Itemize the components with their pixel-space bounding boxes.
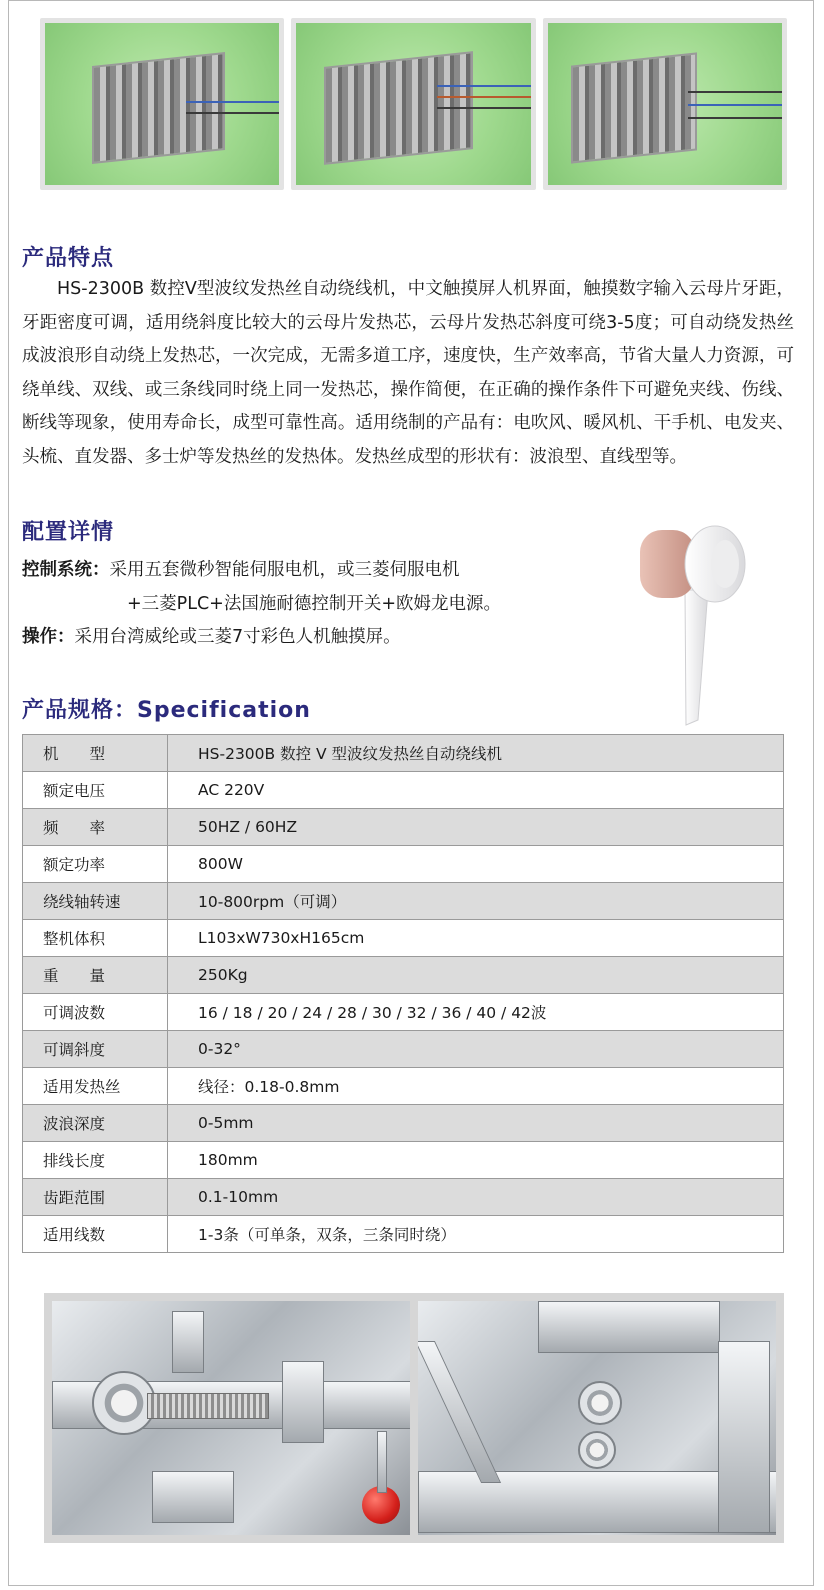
spec-row: [23, 846, 784, 883]
spec-row: [23, 920, 784, 957]
spec-row: [23, 994, 784, 1031]
spec-row: [23, 1142, 784, 1179]
config-title: 配置详情: [22, 520, 115, 545]
spec-row: [23, 1068, 784, 1105]
spec-value: 16 / 18 / 20 / 24 / 28 / 30 / 32 / 36 / 40 / 42波: [168, 994, 784, 1031]
spec-key: 重 量: [23, 957, 168, 994]
spec-key: 频 率: [23, 809, 168, 846]
heating-core-photo-3: [543, 18, 787, 190]
heating-core-photos: [40, 18, 787, 190]
heating-core-photo-1: [40, 18, 284, 190]
spec-row: [23, 957, 784, 994]
config-operation-label: 操作：: [22, 627, 75, 647]
spec-value: 1-3条（可单条，双条，三条同时绕）: [168, 1216, 784, 1253]
spec-key: 整机体积: [23, 920, 168, 957]
spec-value: 250Kg: [168, 957, 784, 994]
spec-value: 10-800rpm（可调）: [168, 883, 784, 920]
features-body: HS-2300B 数控V型波纹发热丝自动绕线机，中文触摸屏人机界面，触摸数字输入云母片牙距，牙距密度可调，适用绕斜度比较大的云母片发热芯，云母片发热芯斜度可绕3-5度；可自动绕发热丝成波浪形自动绕上发热芯，一次完成，无需多道工序，速度快，生产效率高，节省大量人力资源，可绕单线、双线、或三条线同时绕上同一发热芯，操作简便，在正确的操作条件下可避免夹线、伤线、断线等现象，使用寿命长，成型可靠性高。适用绕制的产品有：电吹风、暖风机、干手机、电发夹、头梳、直发器、多士炉等发热丝的发热体。发热丝成型的形状有：波浪型、直线型等。: [22, 279, 794, 467]
hair-dryer-image: [630, 520, 750, 730]
spec-value: 180mm: [168, 1142, 784, 1179]
spec-key: 适用线数: [23, 1216, 168, 1253]
config-operation-line: [22, 621, 401, 654]
spec-value: 线径：0.18-0.8mm: [168, 1068, 784, 1105]
config-operation-text: 采用台湾威纶或三菱7寸彩色人机触摸屏。: [74, 627, 401, 647]
spec-value: 0-32°: [168, 1031, 784, 1068]
spec-row: [23, 1105, 784, 1142]
spec-key: 额定功率: [23, 846, 168, 883]
spec-row: [23, 772, 784, 809]
spec-row: [23, 809, 784, 846]
spec-value: 0-5mm: [168, 1105, 784, 1142]
spec-key: 排线长度: [23, 1142, 168, 1179]
config-control-text: 采用五套微秒智能伺服电机，或三菱伺服电机: [109, 560, 460, 580]
spec-value: HS-2300B 数控 V 型波纹发热丝自动绕线机: [168, 735, 784, 772]
config-control-line: [22, 554, 460, 587]
machine-photo-left: [52, 1301, 410, 1535]
spec-row: [23, 883, 784, 920]
spec-key: 绕线轴转速: [23, 883, 168, 920]
config-control-label: 控制系统：: [22, 560, 110, 580]
spec-key: 机 型: [23, 735, 168, 772]
config-control-line-2: +三菱PLC+法国施耐德控制开关+欧姆龙电源。: [127, 594, 502, 614]
spec-title: 产品规格：Specification: [22, 698, 311, 723]
spec-key: 波浪深度: [23, 1105, 168, 1142]
spec-value: 800W: [168, 846, 784, 883]
machine-photo-right: [418, 1301, 776, 1535]
spec-key: 齿距范围: [23, 1179, 168, 1216]
heating-core-photo-2: [291, 18, 535, 190]
spec-value: AC 220V: [168, 772, 784, 809]
spec-value: 50HZ / 60HZ: [168, 809, 784, 846]
spec-value: L103xW730xH165cm: [168, 920, 784, 957]
spec-row: [23, 1216, 784, 1253]
machine-photos: [44, 1293, 784, 1543]
spec-key: 额定电压: [23, 772, 168, 809]
spec-key: 可调波数: [23, 994, 168, 1031]
spec-value: 0.1-10mm: [168, 1179, 784, 1216]
spec-table: [22, 734, 784, 1253]
spec-row: [23, 1179, 784, 1216]
spec-row: [23, 735, 784, 772]
spec-row: [23, 1031, 784, 1068]
spec-key: 适用发热丝: [23, 1068, 168, 1105]
features-title: 产品特点: [22, 246, 115, 271]
spec-key: 可调斜度: [23, 1031, 168, 1068]
